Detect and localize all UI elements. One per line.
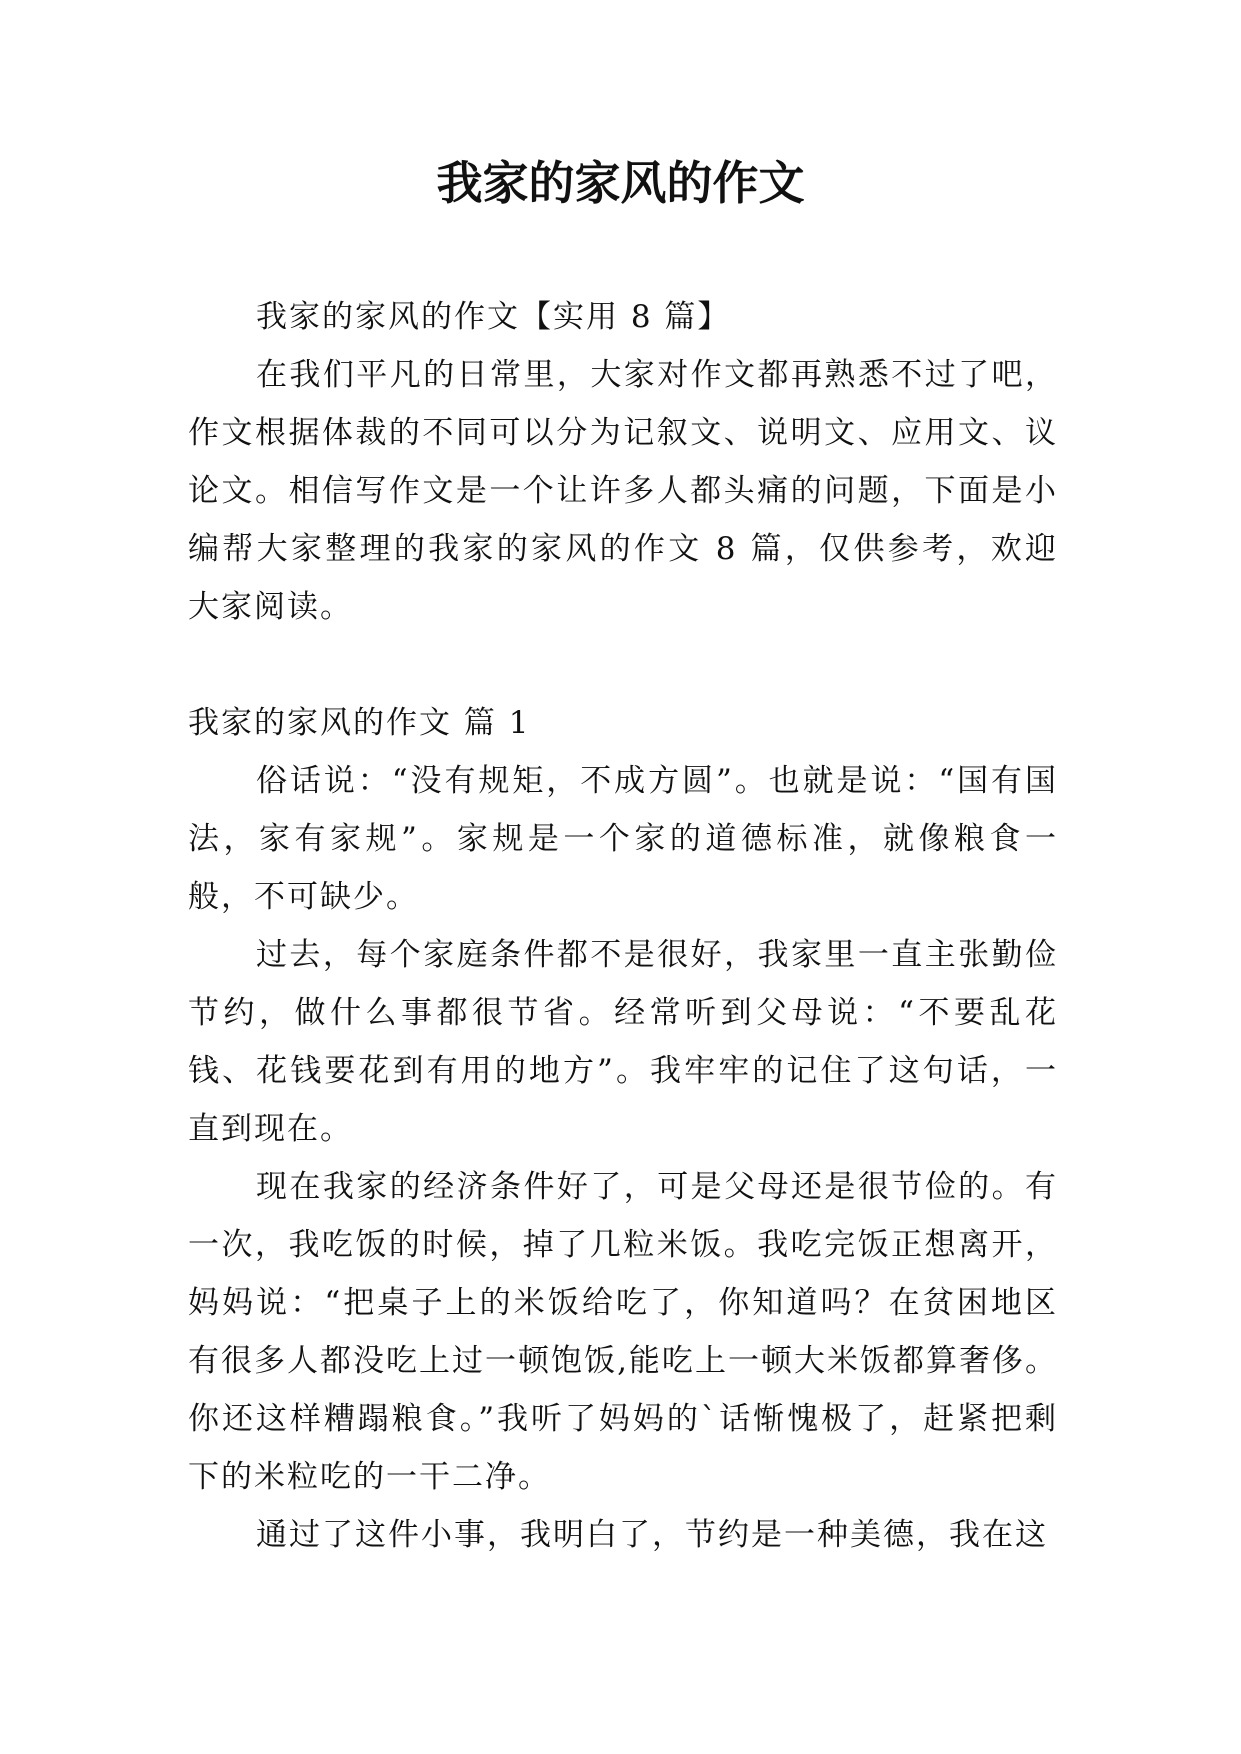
intro-paragraph: 在我们平凡的日常里，大家对作文都再熟悉不过了吧，作文根据体裁的不同可以分为记叙文、说明文、应用文、议论文。相信写作文是一个让许多人都头痛的问题，下面是小编帮大家整理的我家的家风的作文 8 篇，仅供参考，欢迎大家阅读。 xyxy=(188,357,1058,625)
body-paragraph: 过去，每个家庭条件都不是很好，我家里一直主张勤俭节约，做什么事都很节省。经常听到父母说：“不要乱花钱、花钱要花到有用的地方”。我牢牢的记住了这句话，一直到现在。 xyxy=(188,937,1058,1147)
body-paragraph: 现在我家的经济条件好了，可是父母还是很节俭的。有一次，我吃饭的时候，掉了几粒米饭。我吃完饭正想离开，妈妈说：“把桌子上的米饭给吃了，你知道吗？在贫困地区有很多人都没吃上过一顿饱饭,能吃上一顿大米饭都算奢侈。你还这样糟蹋粮食。”我听了妈妈的`话惭愧极了，赶紧把剩下的米粒吃的一干二净。 xyxy=(188,1169,1058,1495)
document-subtitle: 我家的家风的作文【实用 8 篇】 xyxy=(256,299,731,335)
body-paragraph: 通过了这件小事，我明白了，节约是一种美德，我在这 xyxy=(256,1517,1048,1553)
body-paragraph: 俗话说：“没有规矩，不成方圆”。也就是说：“国有国法，家有家规”。家规是一个家的道德标准，就像粮食一般，不可缺少。 xyxy=(188,763,1058,915)
document-title: 我家的家风的作文 xyxy=(436,156,805,210)
section-heading: 我家的家风的作文 篇 1 xyxy=(188,705,531,741)
document-body xyxy=(188,288,1058,1564)
